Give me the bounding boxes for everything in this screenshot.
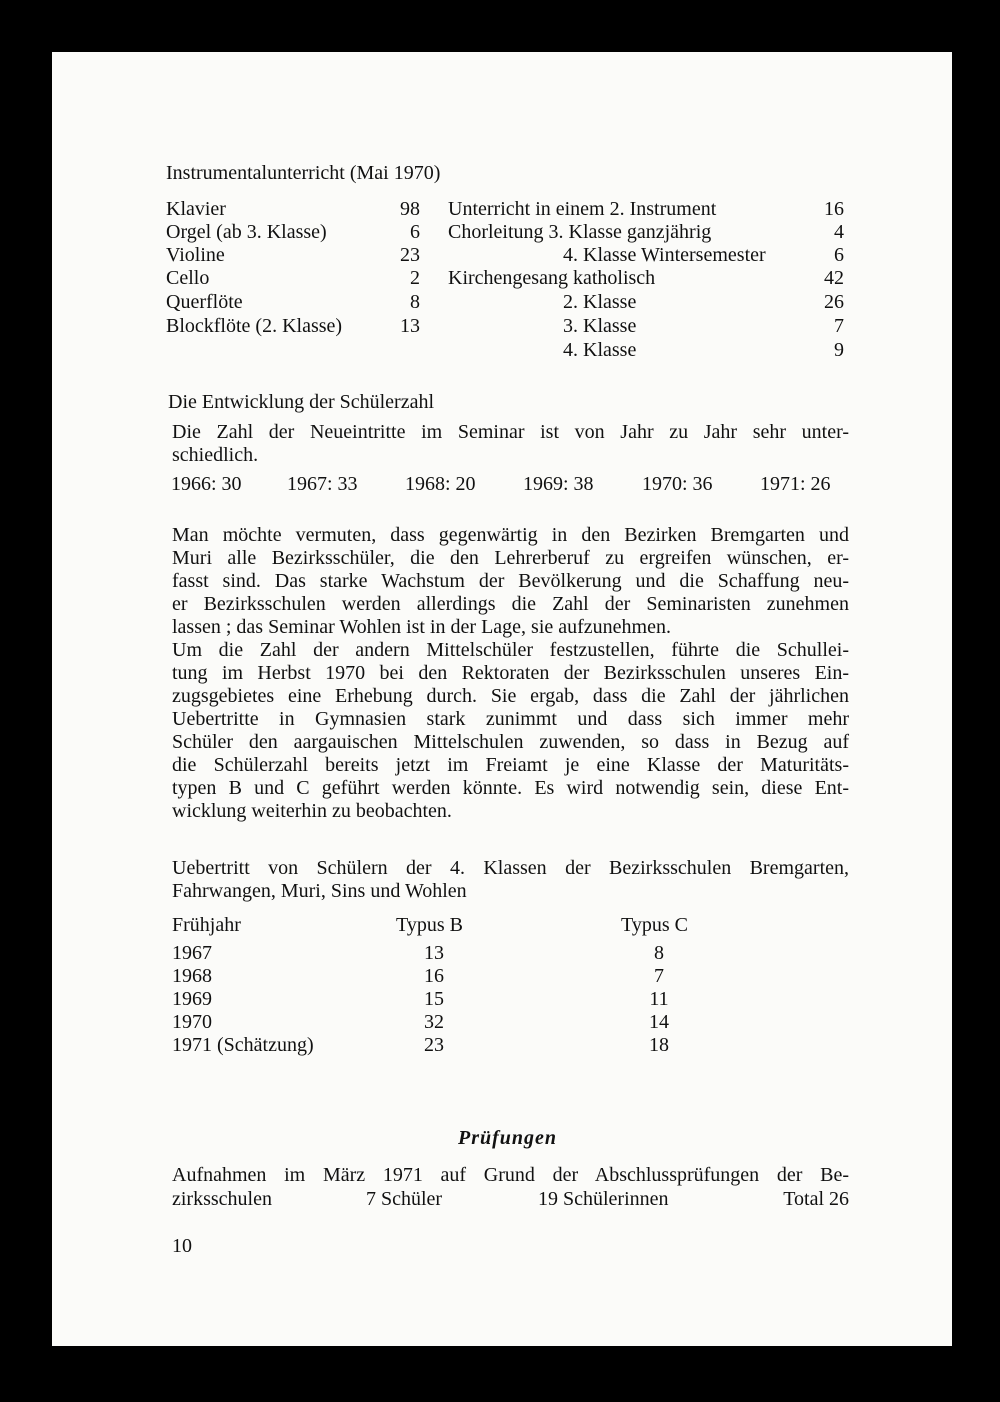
text-line: Die Zahl der Neueintritte im Seminar ist von Jahr zu Jahr sehr unter-	[172, 421, 849, 443]
list-item-label: Orgel (ab 3. Klasse)	[166, 221, 327, 243]
entwicklung-paragraph	[172, 524, 849, 823]
year-count: 1970: 36	[642, 473, 713, 495]
text-line: Uebertritte in Gymnasien stark zunimmt und dass sich immer mehr	[172, 708, 849, 730]
table-cell-year: 1970	[172, 1011, 212, 1033]
list-item-label: 4. Klasse Wintersemester	[563, 244, 766, 266]
uebertritt-title	[172, 857, 849, 903]
list-item-label: 3. Klasse	[563, 315, 637, 337]
text-line: Um die Zahl der andern Mittelschüler festzustellen, führte die Schullei-	[172, 639, 849, 661]
text-line: Aufnahmen im März 1971 auf Grund der Abschlussprüfungen der Be-	[172, 1164, 849, 1186]
table-header: Typus C	[621, 914, 688, 936]
list-item-label: 4. Klasse	[563, 339, 637, 361]
list-item-label: Chorleitung 3. Klasse ganzjährig	[448, 221, 712, 243]
list-item-label: Cello	[166, 267, 210, 289]
year-count: 1971: 26	[760, 473, 831, 495]
table-cell-c: 7	[654, 965, 664, 987]
entwicklung-title: Die Entwicklung der Schülerzahl	[168, 391, 435, 413]
year-count: 1966: 30	[171, 473, 242, 495]
list-item-label: Blockflöte (2. Klasse)	[166, 315, 343, 337]
list-item-label: Unterricht in einem 2. Instrument	[448, 198, 717, 220]
table-cell-b: 15	[424, 988, 444, 1010]
list-item-value: 2	[410, 267, 420, 289]
table-cell-year: 1971 (Schätzung)	[172, 1034, 314, 1056]
table-cell-b: 32	[424, 1011, 444, 1033]
pruefungen-text	[172, 1164, 849, 1187]
text-line: Man möchte vermuten, dass gegenwärtig in den Bezirken Bremgarten und	[172, 524, 849, 546]
text-line: lassen ; das Seminar Wohlen ist in der Lage, sie aufzunehmen.	[172, 616, 671, 638]
pruefungen-label: zirksschulen	[172, 1188, 272, 1210]
list-item-value: 9	[834, 339, 844, 361]
text-line: fasst sind. Das starke Wachstum der Bevölkerung und die Schaffung neu-	[172, 570, 849, 592]
pruefungen-schueler: 7 Schüler	[366, 1188, 443, 1210]
list-item-label: Kirchengesang katholisch	[448, 267, 656, 289]
text-line: typen B und C geführt werden könnte. Es wird notwendig sein, diese Ent-	[172, 777, 849, 799]
table-cell-year: 1968	[172, 965, 212, 987]
list-item-value: 98	[400, 198, 420, 220]
table-cell-c: 18	[649, 1034, 669, 1056]
list-item-label: Violine	[166, 244, 225, 266]
pruefungen-schuelerinnen: 19 Schülerinnen	[538, 1188, 669, 1210]
entwicklung-intro	[172, 421, 849, 467]
list-item-value: 7	[834, 315, 844, 337]
list-item-label: Klavier	[166, 198, 226, 220]
text-line: Uebertritt von Schülern der 4. Klassen der Bezirksschulen Bremgarten,	[172, 857, 849, 879]
table-cell-year: 1969	[172, 988, 212, 1010]
text-line: Schüler den aargauischen Mittelschulen zuwenden, so dass in Bezug auf	[172, 731, 849, 753]
text-line: die Schülerzahl bereits jetzt im Freiamt je eine Klasse der Maturitäts-	[172, 754, 849, 776]
list-item-label: 2. Klasse	[563, 291, 637, 313]
table-cell-c: 11	[649, 988, 669, 1010]
list-item-value: 42	[824, 267, 844, 289]
table-cell-b: 13	[424, 942, 444, 964]
year-count: 1968: 20	[405, 473, 476, 495]
year-count: 1967: 33	[287, 473, 358, 495]
text-line: schiedlich.	[172, 444, 259, 466]
list-item-value: 16	[824, 198, 844, 220]
year-count: 1969: 38	[523, 473, 594, 495]
page-number: 10	[172, 1235, 192, 1257]
list-item-value: 4	[834, 221, 844, 243]
text-line: er Bezirksschulen werden allerdings die Zahl der Seminaristen zunehmen	[172, 593, 849, 615]
text-line: wicklung weiterhin zu beobachten.	[172, 800, 452, 822]
list-item-value: 23	[400, 244, 420, 266]
text-line: Fahrwangen, Muri, Sins und Wohlen	[172, 880, 467, 902]
list-item-value: 6	[834, 244, 844, 266]
document-page	[52, 52, 952, 1346]
table-cell-b: 23	[424, 1034, 444, 1056]
pruefungen-total: Total 26	[783, 1188, 849, 1210]
list-item-value: 8	[410, 291, 420, 313]
pruefungen-title: Prüfungen	[458, 1127, 558, 1149]
list-item-value: 6	[410, 221, 420, 243]
table-cell-c: 8	[654, 942, 664, 964]
table-cell-year: 1967	[172, 942, 212, 964]
table-cell-c: 14	[649, 1011, 669, 1033]
list-item-value: 26	[824, 291, 844, 313]
list-item-value: 13	[400, 315, 420, 337]
text-line: tung im Herbst 1970 bei den Rektoraten der Bezirksschulen unseres Ein-	[172, 662, 849, 684]
text-line: zugsgebietes eine Erhebung durch. Sie ergab, dass die Zahl der jährlichen	[172, 685, 849, 707]
instrumental-title: Instrumentalunterricht (Mai 1970)	[166, 162, 441, 184]
list-item-label: Querflöte	[166, 291, 243, 313]
table-header: Frühjahr	[172, 914, 241, 936]
table-cell-b: 16	[424, 965, 444, 987]
text-line: Muri alle Bezirksschüler, die den Lehrerberuf zu ergreifen wünschen, er-	[172, 547, 849, 569]
table-header: Typus B	[396, 914, 463, 936]
